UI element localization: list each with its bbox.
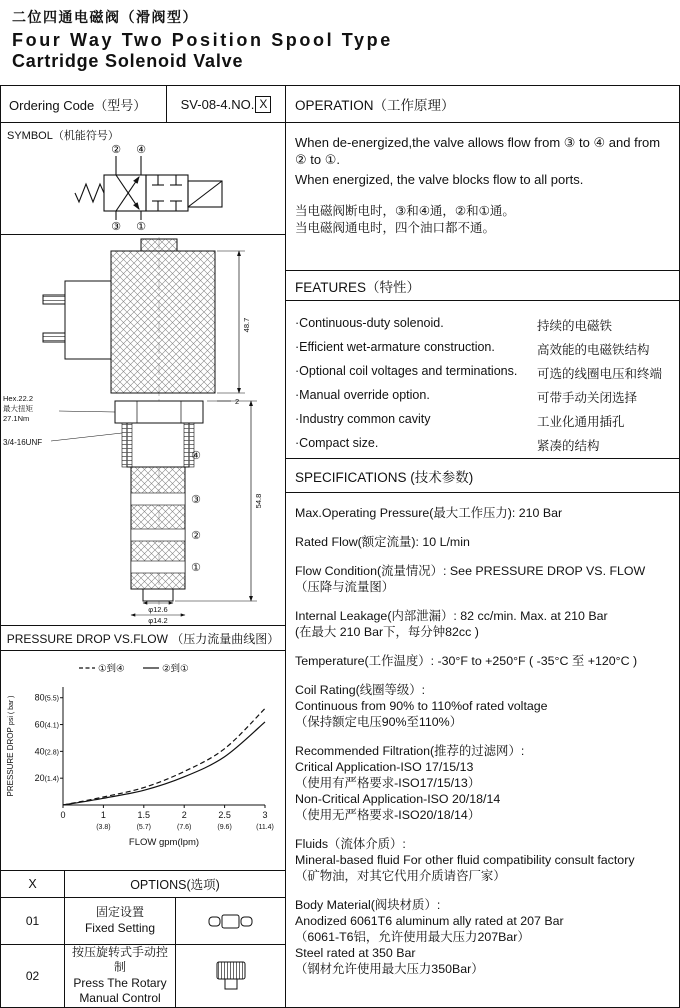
thread-size-label: 3/4-16UNF (3, 438, 43, 447)
x-tick-label: 3 (262, 810, 268, 820)
option-row-02 (1, 945, 285, 1007)
left-column (1, 86, 286, 1007)
spec-line: Anodized 6061T6 aluminum ally rated at 207 Bar (295, 914, 564, 928)
spec-line: （6061-T6铝，允许使用最大压力207Bar） (295, 930, 530, 944)
spec-line: Recommended Filtration(推荐的过滤网）: (295, 744, 525, 758)
legend-label: ①到④ (98, 663, 125, 675)
spec-line: （钢材允许使用最大压力350Bar） (295, 962, 484, 976)
specs-body (286, 493, 679, 1007)
ordering-code-row (1, 86, 285, 123)
y-tick-label: 40(2.8) (34, 746, 59, 757)
legend-label: ②到① (162, 663, 189, 675)
series-curve (63, 709, 265, 806)
operation-en-2: When energized, the valve blocks flow to all ports. (295, 172, 584, 188)
feature-text-en: ·Industry common cavity (295, 412, 431, 426)
spec-line: （使用无严格要求-ISO20/18/14） (295, 808, 481, 822)
feature-row (295, 316, 669, 334)
feature-row (295, 436, 669, 454)
x-tick-label: 0 (60, 810, 66, 820)
feature-text-cn: 紧凑的结构 (537, 439, 600, 453)
spec-item (295, 682, 675, 730)
right-column (286, 86, 679, 1007)
operation-en-1: When de-energized,the valve allows flow from ③ to ④ and from ② to ①. (295, 135, 661, 168)
spec-line: Temperature(工作温度）: -30°F to +250°F ( -35°C 至 +120°C ) (295, 654, 638, 668)
y-axis-title: PRESSURE DROP psi ( bar ) (6, 695, 15, 797)
x-tick-label: 1.5 (137, 810, 151, 820)
ordering-code-label: Ordering Code（型号） (1, 86, 167, 122)
x-tick-sublabel: (7.6) (176, 824, 192, 831)
feature-text-cn: 工业化通用插孔 (537, 415, 625, 429)
ordering-code-x-box: X (255, 96, 271, 113)
spec-item (295, 534, 675, 550)
spec-line: （压降与流量图） (295, 580, 395, 594)
spec-item (295, 505, 675, 521)
spec-item (295, 836, 675, 884)
symbol-section-label: SYMBOL（机能符号） (7, 130, 119, 142)
options-table-header (1, 871, 285, 898)
feature-text-en: ·Manual override option. (295, 388, 430, 402)
x-tick-label: 1 (100, 810, 106, 820)
fixed-setting-icon (208, 913, 254, 929)
option-02-label (65, 945, 176, 1007)
symbol-body (75, 156, 222, 220)
dimension-2-group (217, 397, 239, 406)
spec-line: Non-Critical Application-ISO 20/18/14 (295, 792, 501, 806)
thread-leader-line (51, 433, 122, 441)
title-english-line2: Cartridge Solenoid Valve (12, 51, 244, 71)
symbol-port-3: ③ (111, 221, 121, 233)
hex-size-label: Hex.22.2 (3, 394, 34, 403)
option-02-label-cn: 按压旋转式手动控制 (71, 944, 168, 975)
solenoid-coil (111, 251, 215, 393)
cartridge-body-group (131, 467, 185, 601)
port-number-labels (191, 450, 201, 574)
x-tick-sublabel: (5.7) (136, 824, 152, 831)
spec-line: Coil Rating(线圈等级）: (295, 683, 426, 697)
symbol-port-4: ④ (136, 144, 146, 156)
spec-line: Mineral-based fluid For other fluid compatibility consult factory (295, 853, 635, 867)
spec-line: Continuous from 90% to 110%of rated voltage (295, 699, 548, 713)
connector-housing (65, 281, 111, 359)
option-02-label-en2: Manual Control (79, 991, 161, 1006)
pressure-drop-section-title: PRESSURE DROP VS.FLOW （压力流量曲线图） (1, 626, 285, 651)
spec-item (295, 563, 675, 595)
feature-text-cn: 持续的电磁铁 (537, 319, 613, 333)
feature-text-cn: 高效能的电磁铁结构 (537, 343, 650, 357)
pressure-drop-flow-chart (1, 657, 286, 869)
page-header (0, 0, 680, 85)
feature-text-cn: 可带手动关闭选择 (537, 391, 638, 405)
valve-technical-drawing (1, 235, 286, 625)
terminal-spade-top (43, 295, 65, 304)
top-nut (141, 239, 177, 251)
spec-line: Fluids（流体介质）: (295, 837, 406, 851)
symbol-section (1, 123, 285, 235)
feature-text-en: ·Continuous-duty solenoid. (295, 316, 444, 330)
port-1-label: ① (191, 562, 201, 574)
option-02-code: 02 (1, 945, 65, 1007)
options-col-title: OPTIONS(选项) (130, 878, 220, 892)
hex-torque-value: 27.1Nm (3, 414, 30, 423)
spec-line: Rated Flow(额定流量): 10 L/min (295, 535, 470, 549)
terminal-spade-bottom (43, 333, 65, 342)
option-01-code: 01 (1, 898, 65, 944)
hydraulic-symbol (1, 123, 286, 235)
spec-item (295, 653, 675, 669)
spec-line: Steel rated at 350 Bar (295, 946, 416, 960)
y-tick-label: 80(5.5) (34, 692, 59, 703)
spec-item (295, 743, 675, 823)
spec-line: Body Material(阀块材质）: (295, 898, 441, 912)
spec-line: （使用有严格要求-ISO17/15/13） (295, 776, 481, 790)
pressure-drop-chart-section (1, 651, 285, 871)
spec-line: Max.Operating Pressure(最大工作压力): 210 Bar (295, 506, 563, 520)
features-section-title: FEATURES（特性） (286, 271, 679, 301)
valve-drawing-section (1, 235, 285, 626)
x-axis-title: FLOW gpm(lpm) (128, 837, 200, 848)
spec-line: （保持额定电压90%至110%） (295, 715, 463, 729)
hex-torque-label-cn: 最大扭矩 (3, 404, 33, 413)
option-01-icon-cell (176, 898, 285, 944)
option-row-01 (1, 898, 285, 945)
operation-text (286, 123, 679, 271)
options-table (1, 871, 285, 1007)
ordering-code-prefix: SV-08-4.NO. (180, 96, 255, 112)
chart-axes (63, 687, 265, 805)
feature-text-cn: 可选的线圈电压和终端 (537, 367, 663, 381)
hex-nut-group (3, 394, 203, 423)
dimension-48-7-group (217, 251, 251, 393)
symbol-port-2: ② (111, 144, 121, 156)
content-frame (0, 85, 680, 1008)
symbol-position-crossed (104, 175, 146, 211)
spec-item (295, 608, 675, 640)
diameter-14-2-label: φ14.2 (148, 616, 168, 625)
spec-item (295, 897, 675, 977)
x-tick-sublabel: (9.6) (217, 824, 232, 831)
ordering-code-value (167, 86, 285, 122)
symbol-position-blocked (146, 175, 188, 211)
feature-row (295, 364, 669, 382)
x-tick-sublabel: (11.4) (256, 824, 274, 831)
feature-text-en: ·Compact size. (295, 436, 379, 450)
feature-text-en: ·Optional coil voltages and terminations. (295, 364, 518, 378)
feature-row (295, 412, 669, 430)
feature-row (295, 340, 669, 358)
option-01-label-cn: 固定设置 (95, 905, 144, 920)
dimension-48-7-label: 48.7 (242, 317, 251, 333)
port-3-label: ③ (191, 494, 201, 506)
dimension-54-8-label: 54.8 (254, 493, 263, 509)
option-02-icon-cell (176, 945, 285, 1007)
hex-leader-line (59, 411, 115, 412)
feature-row (295, 388, 669, 406)
operation-cn-1: 当电磁阀断电时，③和④通，②和①通。 (295, 204, 515, 219)
option-02-label-en: Press The Rotary (73, 975, 167, 990)
x-tick-label: 2 (181, 810, 187, 820)
series-curve (63, 722, 265, 805)
port-2-label: ② (191, 530, 201, 542)
symbol-spring (75, 184, 104, 202)
diameter-dimensions-group (131, 603, 185, 625)
thread-section-group (3, 423, 194, 467)
specifications-section-title: SPECIFICATIONS (技术参数) (286, 459, 679, 493)
y-tick-label: 20(1.4) (34, 773, 59, 784)
operation-section-title: OPERATION（工作原理） (286, 86, 679, 123)
features-list (286, 301, 679, 459)
option-01-label (65, 898, 176, 944)
dimension-2-label: 2 (235, 397, 240, 406)
option-01-label-en: Fixed Setting (84, 920, 156, 935)
cartridge-tip (143, 589, 173, 601)
port-4-label: ④ (191, 450, 201, 462)
symbol-port-1: ① (136, 221, 146, 233)
y-tick-label: 60(4.1) (34, 719, 59, 730)
spec-line: Internal Leakage(内部泄漏）: 82 cc/min. Max. at 210 Bar (295, 609, 608, 623)
options-col-x: X (1, 871, 65, 897)
x-tick-sublabel: (3.8) (96, 824, 111, 831)
spec-line: (在最大 210 Bar下，每分钟82cc ) (295, 625, 479, 639)
spec-line: Flow Condition(流量情况）: See PRESSURE DROP VS. FLOW (295, 564, 646, 578)
spec-line: Critical Application-ISO 17/15/13 (295, 760, 474, 774)
title-english-line1: Four Way Two Position Spool Type (12, 30, 393, 50)
title-chinese: 二位四通电磁阀（滑阀型） (12, 9, 198, 25)
diameter-12-6-label: φ12.6 (148, 605, 168, 614)
spec-line: （矿物油，对其它代用介质请咨厂家） (295, 869, 506, 883)
x-tick-label: 2.5 (218, 810, 231, 820)
operation-cn-2: 当电磁阀通电时，四个油口都不通。 (295, 220, 496, 235)
rotary-knob-icon (214, 961, 248, 991)
feature-text-en: ·Efficient wet-armature construction. (295, 340, 495, 354)
